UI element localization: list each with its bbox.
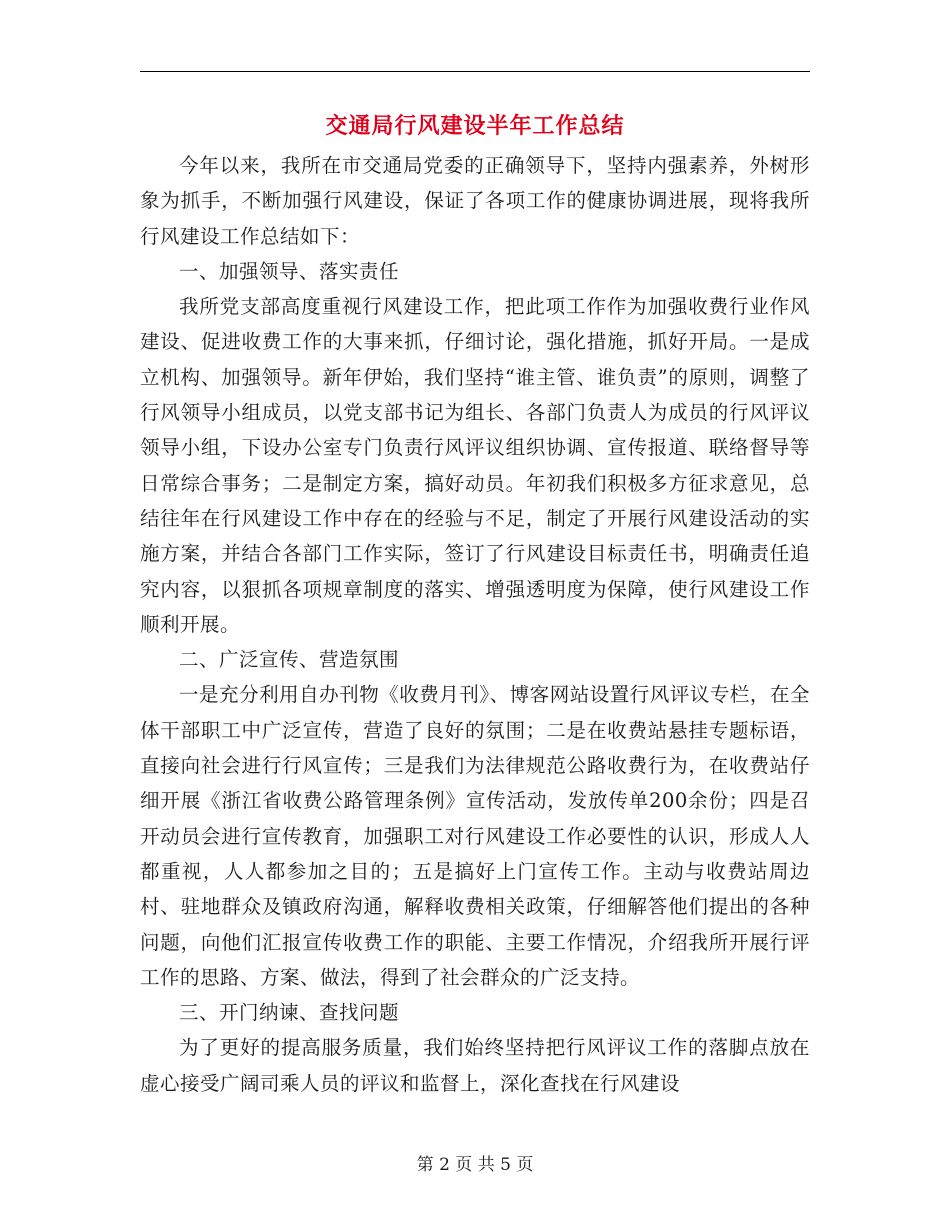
document-title: 交通局行风建设半年工作总结 (325, 113, 625, 139)
page-number-footer: 第 2 页 共 5 页 (416, 1155, 534, 1175)
section-1-paragraph: 我所党支部高度重视行风建设工作，把此项工作作为加强收费行业作风建设、促进收费工作的大事来抓，仔细讨论，强化措施，抓好开局。一是成立机构、加强领导。新年伊始，我们坚持“谁主管、谁负责”的原则，调整了行风领导小组成员，以党支部书记为组长、各部门负责人为成员的行风评议领导小组，下设办公室专门负责行风评议组织协调、宣传报道、联络督导等日常综合事务；二是制定方案，搞好动员。年初我们积极多方征求意见，总结往年在行风建设工作中存在的经验与不足，制定了开展行风建设活动的实施方案，并结合各部门工作实际，签订了行风建设目标责任书，明确责任追究内容，以狠抓各项规章制度的落实、增强透明度为保障，使行风建设工作顺利开展。 (140, 295, 810, 636)
section-3-paragraph: 为了更好的提高服务质量，我们始终坚持把行风评议工作的落脚点放在虚心接受广阔司乘人员的评议和监督上，深化查找在行风建设 (140, 1036, 810, 1095)
document-body (140, 148, 810, 1101)
intro-paragraph: 今年以来，我所在市交通局党委的正确领导下，坚持内强素养，外树形象为抓手，不断加强行风建设，保证了各项工作的健康协调进展，现将我所行风建设工作总结如下： (140, 154, 810, 248)
section-heading-1: 一、加强领导、落实责任 (179, 259, 400, 283)
section-heading-2: 二、广泛宣传、营造氛围 (179, 648, 400, 672)
header-rule (140, 71, 810, 72)
section-2-paragraph: 一是充分利用自办刊物《收费月刊》、博客网站设置行风评议专栏，在全体干部职工中广泛宣传，营造了良好的氛围；二是在收费站悬挂专题标语，直接向社会进行行风宣传；三是我们为法律规范公路收费行为，在收费站仔细开展《浙江省收费公路管理条例》宣传活动，发放传单200余份；四是召开动员会进行宣传教育，加强职工对行风建设工作必要性的认识，形成人人都重视，人人都参加之目的；五是搞好上门宣传工作。主动与收费站周边村、驻地群众及镇政府沟通，解释收费相关政策，仔细解答他们提出的各种问题，向他们汇报宣传收费工作的职能、主要工作情况，介绍我所开展行评工作的思路、方案、做法，得到了社会群众的广泛支持。 (140, 683, 810, 989)
section-heading-3: 三、开门纳谏、查找问题 (179, 1001, 400, 1025)
